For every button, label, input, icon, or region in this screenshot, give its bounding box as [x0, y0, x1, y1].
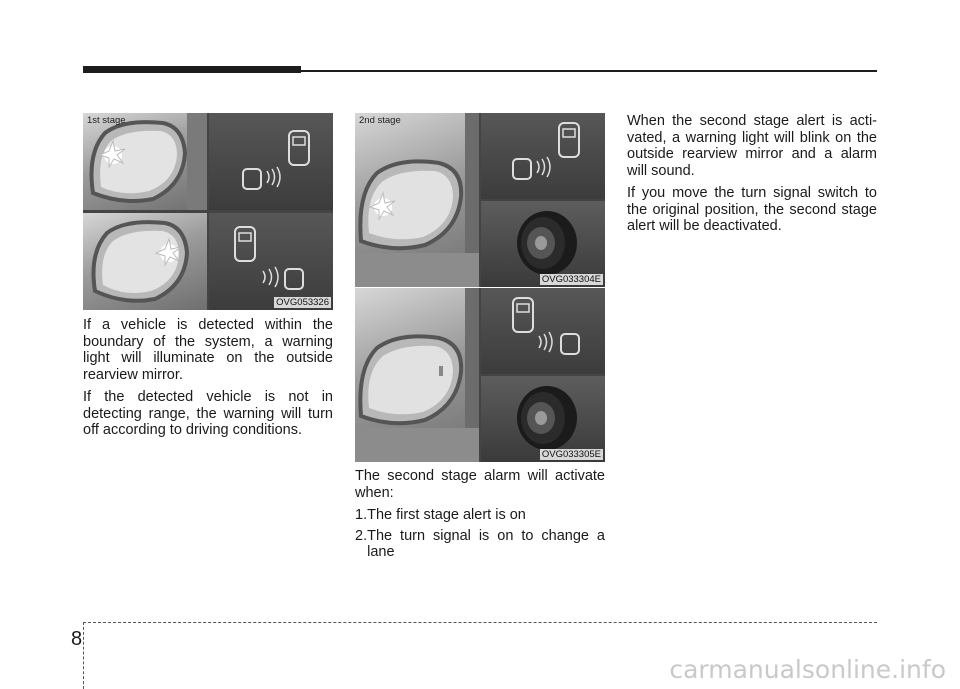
watermark: carmanualsonline.info [669, 655, 946, 684]
footer-rule [83, 622, 877, 623]
paragraph: If you move the turn signal switch to the original position, the second stage alert will be deactivated. [627, 185, 877, 234]
radar-diagram-2 [481, 288, 605, 374]
radar-diagram [209, 113, 333, 210]
list-item [355, 528, 605, 561]
mirror-image [83, 113, 207, 210]
list-text: The turn signal is on to change a lane [367, 527, 605, 560]
figure-2nd-stage-top [355, 113, 605, 287]
column2-text [355, 468, 605, 561]
footer-rule-vertical [83, 622, 84, 689]
figure-1st-stage [83, 113, 333, 310]
figure-label: 1st stage [87, 115, 126, 126]
paragraph: When the second stage alert is acti- vated, a warning light will blink on the outside rearview mirror and a alarm will sound. [627, 113, 877, 179]
header-accent-bar [83, 66, 301, 73]
list-item [355, 507, 605, 524]
figure-2nd-stage-bottom [355, 288, 605, 462]
mirror-image-flash [83, 213, 207, 310]
figure-code: OVG033305E [541, 449, 601, 460]
figure-label: 2nd stage [359, 115, 401, 126]
list-number: 2. [355, 527, 368, 544]
column1-text [83, 317, 333, 445]
list-text: The first stage alert is on [367, 507, 526, 523]
figure-code: OVG053326 [276, 297, 329, 308]
mirror-image [355, 113, 479, 287]
mirror-image-warning [355, 288, 479, 462]
paragraph: If a vehicle is detected within the boundary of the system, a warning light will illuminate on the outside rearview mirror. [83, 317, 333, 383]
column3-text [627, 113, 877, 241]
radar-diagram-2 [209, 213, 333, 310]
radar-diagram [481, 113, 605, 199]
page-number: 8 [71, 628, 83, 650]
paragraph: The second stage alarm will activate when: [355, 468, 605, 501]
figure-code: OVG033304E [541, 274, 601, 285]
paragraph: If the detected vehicle is not in detecting range, the warning will turn off according to driving conditions. [83, 389, 333, 438]
list-number: 1. [355, 507, 368, 523]
